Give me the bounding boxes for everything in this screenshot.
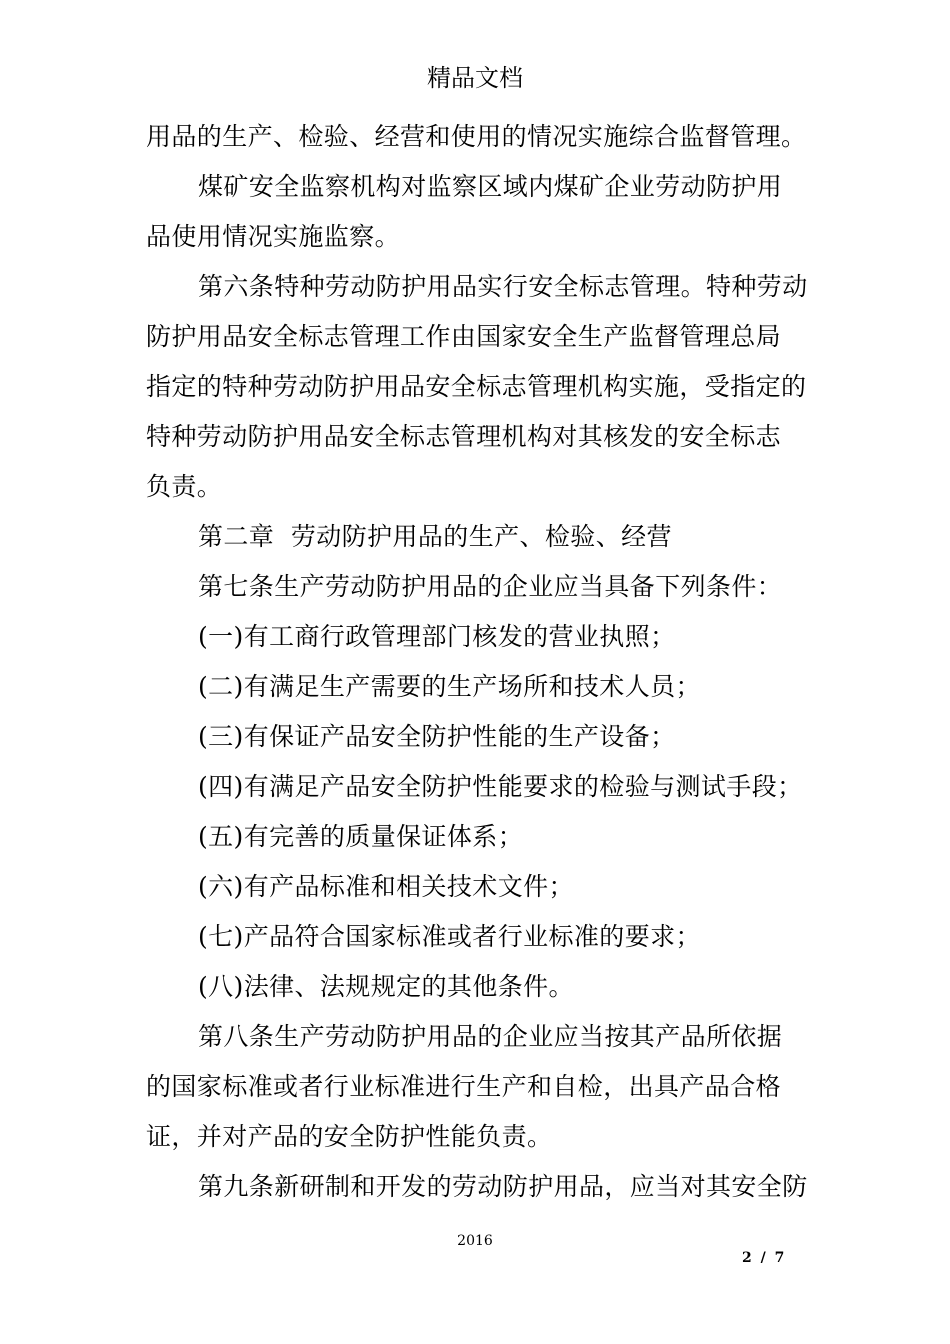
text-line: 证，并对产品的安全防护性能负责。 [146,1122,553,1151]
footer-year: 2016 [457,1233,493,1249]
document-body [146,112,846,1212]
list-item: (七)产品符合国家标准或者行业标准的要求； [198,922,701,951]
text-line: 的国家标准或者行业标准进行生产和自检，出具产品合格 [146,1072,782,1101]
list-item: (五)有完善的质量保证体系； [198,822,524,851]
text-line: 品使用情况实施监察。 [146,222,401,251]
text-line: 第八条生产劳动防护用品的企业应当按其产品所依据 [198,1022,783,1051]
list-item: (八)法律、法规规定的其他条件。 [198,972,574,1001]
page-header-title: 精品文档 [427,64,523,92]
list-item: (三)有保证产品安全防护性能的生产设备； [198,722,676,751]
page-number: 2 / 7 [742,1250,785,1266]
text-line: 防护用品安全标志管理工作由国家安全生产监督管理总局 [146,322,782,351]
text-line: 第七条生产劳动防护用品的企业应当具备下列条件： [198,572,783,601]
text-line: 指定的特种劳动防护用品安全标志管理机构实施，受指定的 [146,372,807,401]
list-item: (四)有满足产品安全防护性能要求的检验与测试手段； [198,772,803,801]
text-line: 负责。 [146,472,223,501]
text-line: 用品的生产、检验、经营和使用的情况实施综合监督管理。 [146,122,807,151]
text-line: 煤矿安全监察机构对监察区域内煤矿企业劳动防护用 [198,172,783,201]
list-item: (二)有满足生产需要的生产场所和技术人员； [198,672,701,701]
text-line: 第六条特种劳动防护用品实行安全标志管理。特种劳动 [198,272,808,301]
list-item: (六)有产品标准和相关技术文件； [198,872,574,901]
chapter-heading: 第二章 劳动防护用品的生产、检验、经营 [198,522,672,551]
text-line: 特种劳动防护用品安全标志管理机构对其核发的安全标志 [146,422,782,451]
list-item: (一)有工商行政管理部门核发的营业执照； [198,622,676,651]
text-line: 第九条新研制和开发的劳动防护用品，应当对其安全防 [198,1172,808,1201]
